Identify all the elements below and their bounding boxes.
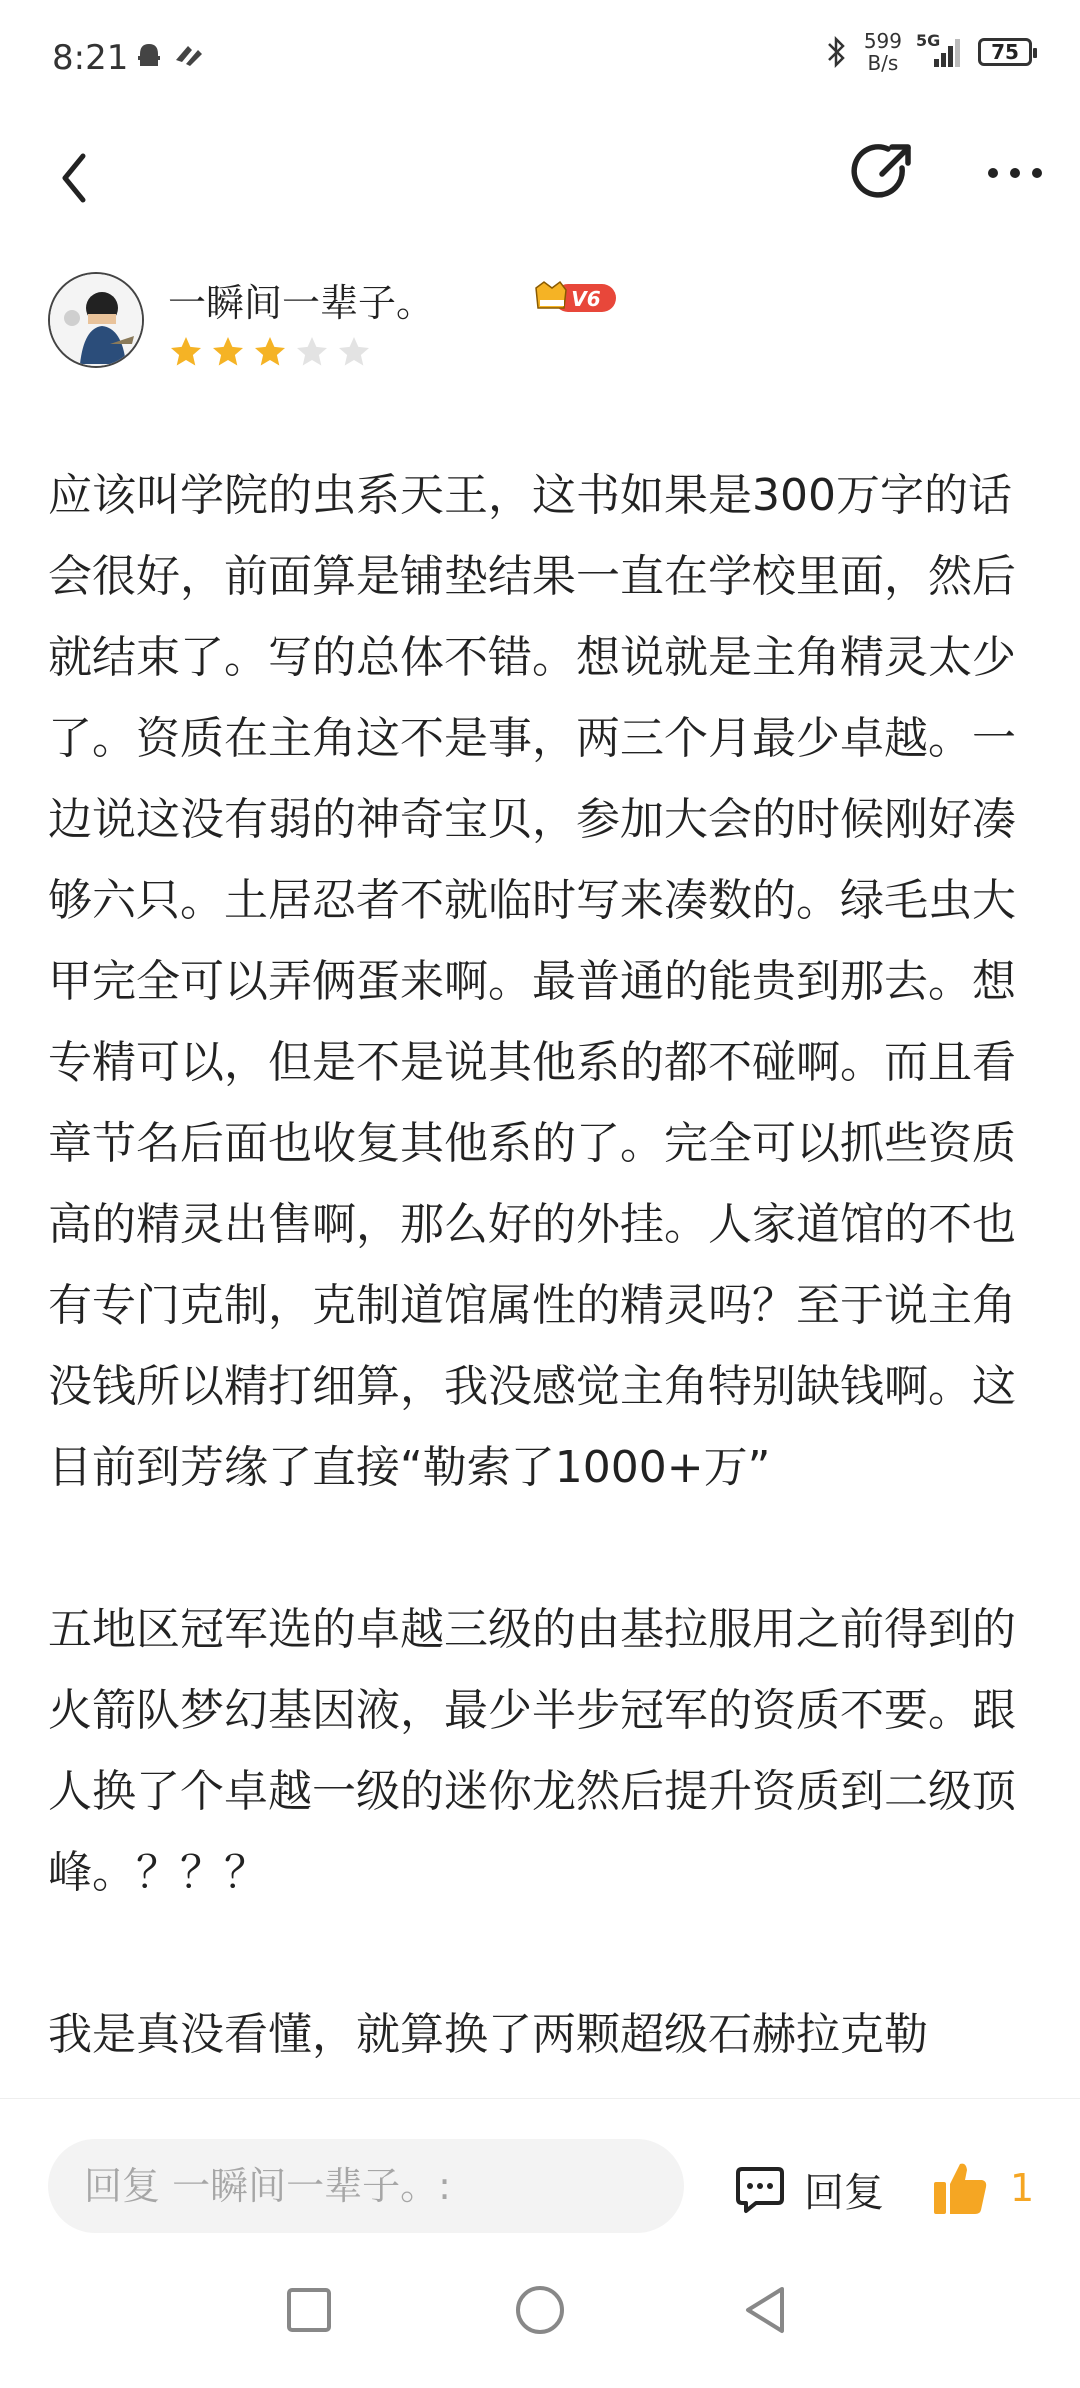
like-count: 1 [1010,2166,1035,2210]
status-time: 8:21 [52,38,129,78]
net-speed [864,30,902,74]
avatar-image-icon [50,274,144,368]
notification-icons [134,40,206,70]
like-button[interactable] [930,2143,1034,2233]
avatar[interactable] [48,272,144,368]
reply-button[interactable] [734,2149,884,2229]
star-filled-icon [168,334,204,370]
star-empty-icon [336,334,372,370]
status-right [824,30,1032,74]
reply-input[interactable]: 回复 一瞬间一辈子。: [48,2139,684,2233]
comment-content [48,455,1038,2105]
status-bar [0,0,1080,118]
star-rating [168,334,372,370]
star-empty-icon [294,334,330,370]
comment-bubble-icon [734,2163,786,2215]
vip-level-icon [532,278,618,318]
comment-paragraph: 五地区冠军选的卓越三级的由基拉服用之前得到的火箭队梦幻基因液，最少半步冠军的资质不要。跟人换了个卓越一级的迷你龙然后提升资质到二级顶峰。？？？ [48,1604,1016,1898]
battery-indicator [978,38,1032,66]
share-icon [850,138,920,208]
back-button[interactable] [40,138,110,218]
vip-badge [532,278,618,322]
top-nav [0,118,1080,248]
more-button[interactable] [975,128,1055,218]
recent-apps-button[interactable] [264,2270,354,2350]
more-dots-icon [985,165,1045,181]
system-nav-bar [0,2240,1080,2388]
home-button[interactable] [495,2270,585,2350]
app-notification-icon [134,40,164,70]
network-type: 5G [916,31,941,50]
chevron-left-icon [55,150,95,206]
battery-level: 75 [991,40,1019,64]
circle-icon [513,2283,567,2337]
comment-paragraph: 我是真没看懂，就算换了两颗超级石赫拉克勒 [48,2009,928,2060]
signal-strength [916,31,964,69]
thumbs-up-icon [930,2158,990,2218]
app-notification-icon-2 [172,40,206,70]
bluetooth-icon [824,35,850,69]
share-button[interactable] [845,128,925,218]
net-speed-value: 599 [863,29,902,53]
signal-icon [916,35,964,69]
vip-level-text: V6 [571,287,601,311]
square-icon [285,2286,333,2334]
star-filled-icon [210,334,246,370]
back-nav-button[interactable] [720,2270,810,2350]
net-speed-unit: B/s [867,51,899,75]
author-info [48,272,1048,382]
star-filled-icon [252,334,288,370]
comment-paragraph: 应该叫学院的虫系天王，这书如果是300万字的话会很好，前面算是铺垫结果一直在学校里面，然后就结束了。写的总体不错。想说就是主角精灵太少了。资质在主角这不是事，两三个月最少卓越。一边说这没有弱的神奇宝贝，参加大会的时候刚好凑够六只。土居忍者不就临时写来凑数的。绿毛虫大甲完全可以弄俩蛋来啊。最普通的能贵到那去。想专精可以，但是不是说其他系的都不碰啊。而且看章节名后面也收复其他系的了。完全可以抓些资质高的精灵出售啊，那么好的外挂。人家道馆的不也有专门克制，克制道馆属性的精灵吗？至于说主角没钱所以精打细算，我没感觉主角特别缺钱啊。这目前到芳缘了直接“勒索了1000+万” [48,470,1016,1493]
triangle-back-icon [740,2283,790,2337]
author-name[interactable]: 一瞬间一辈子。 [168,281,435,325]
reply-bar [0,2098,1080,2219]
reply-label: 回复 [804,2169,884,2216]
